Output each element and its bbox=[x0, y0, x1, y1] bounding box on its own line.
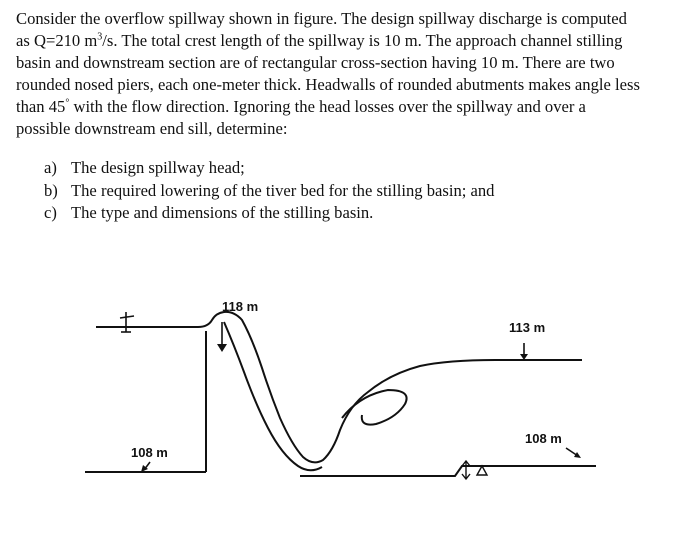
depth-delta-marker bbox=[462, 461, 487, 479]
problem-line-3: basin and downstream section are of rectangular cross-section having 10 m. There are two bbox=[16, 53, 615, 72]
item-text: The design spillway head; bbox=[71, 158, 245, 177]
problem-line-2: as Q=210 $m^3/s$. The total crest length of the spillway is 10 m. The approach channel stilling bbox=[16, 31, 623, 50]
problem-line-4: rounded nosed piers, each one-meter thick. Headwalls of rounded abutments makes angle less bbox=[16, 75, 640, 94]
upstream-bed-elevation-label: 108 m bbox=[131, 445, 168, 460]
tailwater-arrow-icon bbox=[520, 343, 528, 360]
water-level-symbol bbox=[120, 312, 134, 332]
stilling-basin-bottom bbox=[300, 466, 596, 476]
crest-elevation-label: 118 m bbox=[222, 299, 259, 314]
problem-line-5: than 45° with the flow direction. Ignoring the head losses over the spillway and over a bbox=[16, 97, 586, 116]
problem-line-1: Consider the overflow spillway shown in figure. The design spillway discharge is computed bbox=[16, 9, 627, 28]
downstream-bed-elevation-label: 108 m bbox=[525, 431, 562, 446]
hydraulic-jump-roller bbox=[342, 390, 407, 425]
item-text: The required lowering of the tiver bed for the stilling basin; and bbox=[71, 180, 495, 200]
nappe-lower-surface bbox=[224, 322, 322, 470]
item-marker: b) bbox=[44, 180, 58, 200]
upstream-bed-arrow-icon bbox=[141, 462, 150, 472]
tailwater-elevation-label: 113 m bbox=[509, 320, 546, 335]
problem-line-6: possible downstream end sill, determine: bbox=[16, 119, 288, 138]
item-text: The type and dimensions of the stilling basin. bbox=[71, 203, 374, 222]
downstream-bed-arrow-icon bbox=[566, 448, 581, 458]
item-marker: c) bbox=[44, 203, 57, 222]
item-marker: a) bbox=[44, 158, 57, 177]
